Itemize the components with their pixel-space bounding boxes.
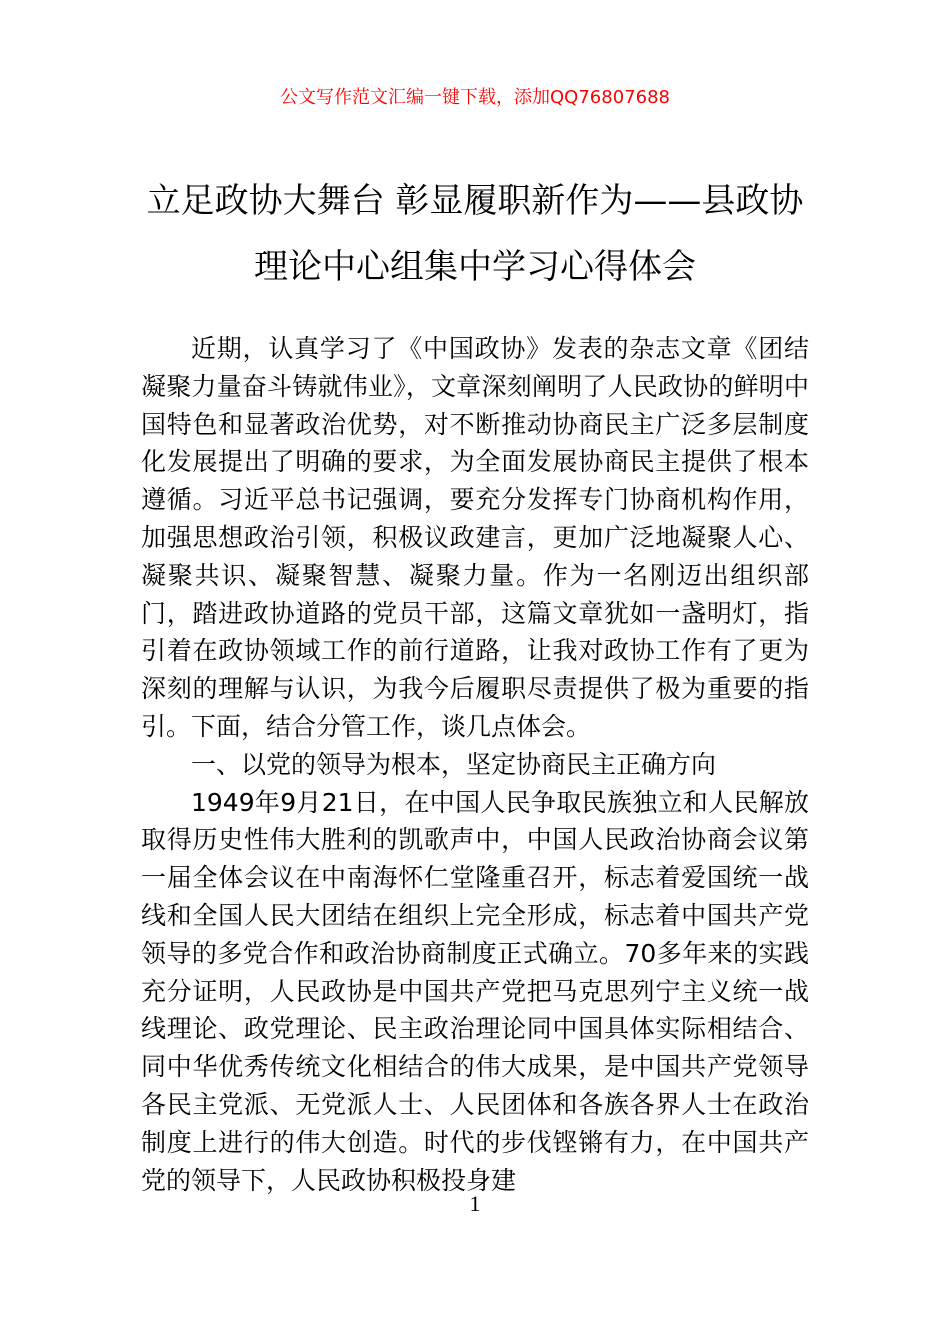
page-number: 1 (469, 1191, 481, 1216)
paragraph-history: 1949年9月21日，在中国人民争取民族独立和人民解放取得历史性伟大胜利的凯歌声中，中国人民政治协商会议第一届全体会议在中南海怀仁堂隆重召开，标志着爱国统一战线和全国人民大团结在组织上完全形成，标志着中国共产党领导的多党合作和政治协商制度正式确立。70多年来的实践充分证明，人民政协是中国共产党把马克思列宁主义统一战线理论、政党理论、民主政治理论同中国具体实际相结合、同中华优秀传统文化相结合的伟大成果，是中国共产党领导各民主党派、无党派人士、人民团体和各族各界人士在政治制度上进行的伟大创造。时代的步伐铿锵有力，在中国共产党的领导下，人民政协积极投身建 (141, 787, 809, 1195)
section-heading-1: 一、以党的领导为根本，坚定协商民主正确方向 (191, 749, 717, 779)
document-title: 立足政协大舞台 彰显履职新作为——县政协理论中心组集中学习心得体会 (146, 181, 804, 287)
header-download-note: 公文写作范文汇编一键下载，添加QQ76807688 (280, 87, 670, 108)
paragraph-intro: 近期，认真学习了《中国政协》发表的杂志文章《团结凝聚力量奋斗铸就伟业》，文章深刻阐明了人民政协的鲜明中国特色和显著政治优势，对不断推动协商民主广泛多层制度化发展提出了明确的要求，为全面发展协商民主提供了根本遵循。习近平总书记强调，要充分发挥专门协商机构作用，加强思想政治引领，积极议政建言，更加广泛地凝聚人心、凝聚共识、凝聚智慧、凝聚力量。作为一名刚迈出组织部门，踏进政协道路的党员干部，这篇文章犹如一盏明灯，指引着在政协领域工作的前行道路，让我对政协工作有了更为深刻的理解与认识，为我今后履职尽责提供了极为重要的指引。下面，结合分管工作，谈几点体会。 (141, 334, 809, 741)
document-body (141, 330, 809, 1199)
